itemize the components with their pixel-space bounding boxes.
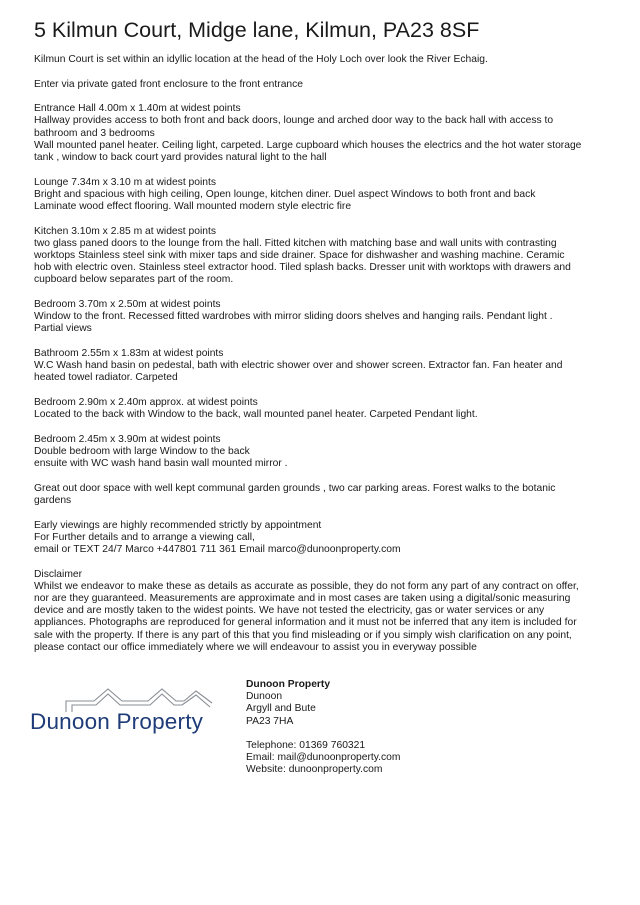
text-line: Double bedroom with large Window to the back: [34, 446, 250, 457]
text-line: Hallway provides access to both front and back doors, lounge and arched door way to the back hall with access to: [34, 115, 554, 127]
text-line: Bright and spacious with high ceiling, Open lounge, kitchen diner. Duel aspect Windows to both front and back: [34, 188, 536, 200]
text-line: ensuite with WC wash hand basin wall mounted mirror .: [34, 458, 288, 470]
text-line: heated towel radiator. Carpeted: [34, 372, 178, 384]
text-line: cupboard below separates part of the room.: [34, 274, 234, 286]
agent-footer: [30, 679, 614, 789]
paragraph: [34, 54, 614, 66]
text-line: Window to the front. Recessed fitted wardrobes with mirror sliding doors shelves and hanging rails. Pendant light .: [34, 311, 553, 323]
text-line: tank , window to back court yard provides natural light to the hall: [34, 152, 327, 163]
text-line: Bedroom 3.70m x 2.50m at widest points: [34, 299, 221, 310]
text-line: two glass paned doors to the lounge from the hall. Fitted kitchen with matching base and wall units with contrasting: [34, 237, 557, 249]
text-line: nor are they guaranteed. Measurements are approximate and in most cases are taken using a digital/sonic measuring: [34, 593, 571, 604]
text-line: hob with electric oven. Stainless steel extractor hood. Tiled splash backs. Dresser unit with worktops with drawers and: [34, 262, 571, 274]
paragraph: [34, 103, 614, 164]
telephone-line: Telephone: 01369 760321: [246, 740, 366, 751]
text-line: Lounge 7.34m x 3.10 m at widest points: [34, 176, 217, 188]
text-line: Kitchen 3.10m x 2.85 m at widest points: [34, 225, 217, 237]
text-line: Located to the back with Window to the back, wall mounted panel heater. Carpeted Pendant light.: [34, 409, 478, 421]
text-line: Partial views: [34, 323, 92, 335]
text-line: appliances. Photographs are reproduced for general information and it must not be inferred that any item is included for: [34, 617, 577, 629]
address-line: PA23 7HA: [246, 715, 294, 727]
text-line: Laminate wood effect flooring. Wall mounted modern style electric fire: [34, 201, 352, 212]
contact-block: [246, 679, 400, 777]
text-line: For Further details and to arrange a viewing call,: [34, 531, 255, 543]
paragraph: [34, 299, 614, 336]
text-line: gardens: [34, 495, 72, 506]
text-line: Entrance Hall 4.00m x 1.40m at widest points: [34, 103, 241, 115]
paragraph: [34, 226, 614, 287]
document-page: [34, 17, 614, 666]
text-line: sale with the property. If there is any part of this that you find misleading or if you simply wish clarification on any point,: [34, 629, 572, 641]
roofline-shape: [182, 695, 210, 707]
text-line: email or TEXT 24/7 Marco +447801 711 361 Email marco@dunoonproperty.com: [34, 544, 401, 555]
text-line: Whilst we endeavor to make these as details as accurate as possible, they do not form any part of any contract on offer,: [34, 580, 579, 592]
text-line: Early viewings are highly recommended strictly by appointment: [34, 519, 322, 531]
paragraph: [34, 79, 614, 91]
property-description: [34, 54, 614, 654]
text-line: bathroom and 3 bedrooms: [34, 127, 155, 139]
text-line: Bedroom 2.90m x 2.40m approx. at widest points: [34, 397, 258, 408]
text-line: device and are mostly taken to the widest points. We have not tested the electricity, gas or water services or any: [34, 605, 545, 617]
roofline-shape: [132, 689, 184, 701]
paragraph: [34, 569, 614, 654]
text-line: Wall mounted panel heater. Ceiling light, carpeted. Large cupboard which houses the electrics and the hot water storage: [34, 139, 582, 151]
address-line: Argyll and Bute: [246, 703, 316, 715]
paragraph: [34, 177, 614, 214]
paragraph: [34, 397, 614, 421]
text-line: Bedroom 2.45m x 3.90m at widest points: [34, 433, 221, 445]
company-logo: [30, 685, 234, 749]
paragraph: [34, 434, 614, 471]
text-line: W.C Wash hand basin on pedestal, bath with electric shower over and shower screen. Extractor fan. Fan heater and: [34, 360, 563, 372]
address-line: Dunoon: [246, 691, 283, 703]
text-line: worktops Stainless steel sink with mixer taps and side drainer. Space for dishwasher and washing machine. Ceramic: [34, 250, 565, 261]
text-line: Enter via private gated front enclosure to the front entrance: [34, 78, 304, 90]
email-line: Email: mail@dunoonproperty.com: [246, 752, 401, 764]
paragraph: [34, 483, 614, 507]
logo-wordmark: Dunoon Property: [30, 709, 204, 734]
paragraph: [34, 348, 614, 385]
text-line: Bathroom 2.55m x 1.83m at widest points: [34, 348, 224, 359]
text-line: Disclaimer: [34, 568, 83, 580]
paragraph: [34, 520, 614, 557]
text-line: Kilmun Court is set within an idyllic location at the head of the Holy Loch over look the River Echaig.: [34, 54, 488, 65]
text-line: Great out door space with well kept communal garden grounds , two car parking areas. Forest walks to the botanic: [34, 482, 556, 494]
text-line: please contact our office immediately where we will endeavour to assist you in everyway possible: [34, 641, 477, 653]
page-title: 5 Kilmun Court, Midge lane, Kilmun, PA23 8SF: [34, 18, 480, 42]
company-name: Dunoon Property: [246, 679, 331, 690]
website-line: Website: dunoonproperty.com: [246, 764, 383, 776]
